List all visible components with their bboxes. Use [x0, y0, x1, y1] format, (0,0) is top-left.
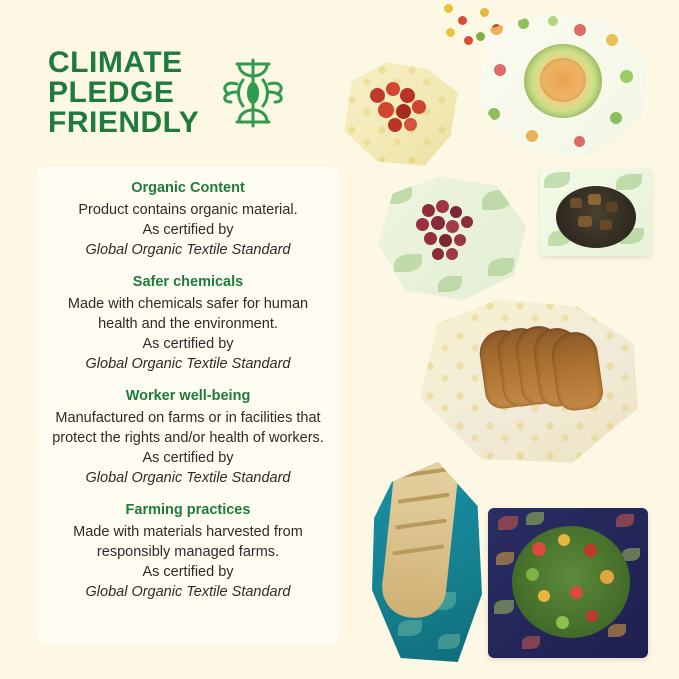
cantaloupe-melon-half: [524, 44, 602, 118]
section-standard: Global Organic Textile Standard: [85, 356, 291, 372]
cert-section-organic-content: [48, 180, 328, 260]
beeswax-wrap-with-grapes: [378, 176, 526, 300]
section-standard: Global Organic Textile Standard: [85, 470, 291, 486]
bowl-cover-with-granola: [540, 168, 652, 256]
beeswax-wrap-with-baguette: [372, 462, 482, 662]
certification-card: [36, 166, 340, 644]
cert-section-safer-chemicals: [48, 274, 328, 374]
bowl-cover-with-salad: [488, 508, 648, 658]
section-certified-by: As certified by: [142, 450, 234, 466]
section-certified-by: As certified by: [142, 564, 234, 580]
salad-bowl: [512, 526, 630, 638]
section-title: Farming practices: [125, 502, 251, 518]
badge-line-3: FRIENDLY: [48, 106, 200, 139]
beeswax-wrap-with-tomatoes: [342, 60, 460, 168]
sliced-bread: [482, 326, 602, 422]
granola-bowl: [556, 186, 636, 248]
cert-section-worker-well-being: [48, 388, 328, 488]
cert-section-farming-practices: [48, 502, 328, 602]
section-body: Made with chemicals safer for human health and the environment.: [67, 296, 309, 332]
badge-line-1: CLIMATE: [48, 46, 183, 79]
section-body: Product contains organic material.: [78, 202, 298, 218]
product-photo-collage: [330, 0, 679, 679]
section-title: Worker well-being: [125, 388, 251, 404]
beeswax-wrap-with-bread-slices: [420, 296, 638, 466]
badge-text: [48, 48, 199, 138]
beeswax-wrap-with-melon: [478, 12, 648, 157]
climate-pledge-friendly-badge: [48, 38, 338, 148]
section-title: Organic Content: [131, 180, 245, 196]
section-title: Safer chemicals: [132, 274, 244, 290]
badge-line-2: PLEDGE: [48, 76, 175, 109]
section-body: Manufactured on farms or in facilities that protect the rights and/or health of workers.: [52, 410, 324, 446]
section-certified-by: As certified by: [142, 222, 234, 238]
section-standard: Global Organic Textile Standard: [85, 242, 291, 258]
red-grapes: [412, 198, 488, 268]
section-certified-by: As certified by: [142, 336, 234, 352]
section-standard: Global Organic Textile Standard: [85, 584, 291, 600]
section-body: Made with materials harvested from responsibly managed farms.: [73, 524, 303, 560]
cherry-tomatoes: [366, 78, 436, 138]
winged-hourglass-icon: [217, 50, 289, 136]
